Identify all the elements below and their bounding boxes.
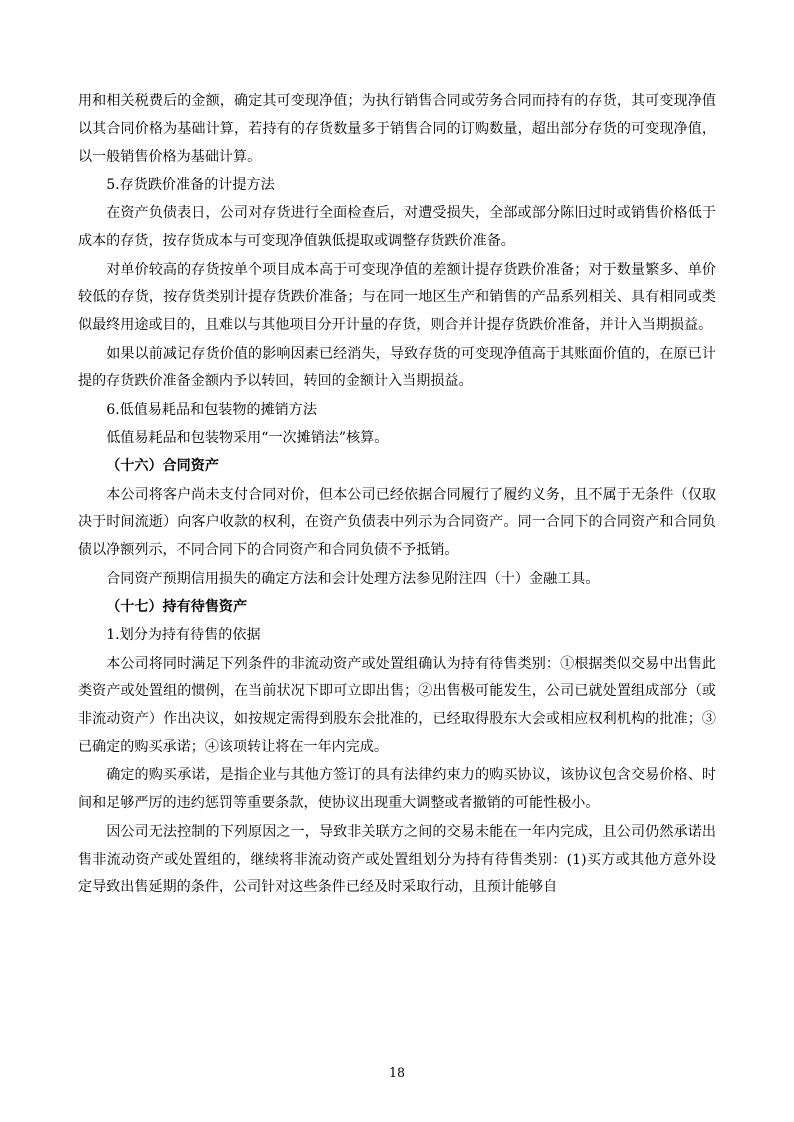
paragraph: 在资产负债表日，公司对存货进行全面检查后，对遭受损失，全部或部分陈旧过时或销售价格低于成本的存货，按存货成本与可变现净值孰低提取或调整存货跌价准备。 (78, 205, 716, 250)
document-body (78, 88, 716, 902)
paragraph: 用和相关税费后的金额，确定其可变现净值；为执行销售合同或劳务合同而持有的存货，其可变现净值以其合同价格为基础计算，若持有的存货数量多于销售合同的订购数量，超出部分存货的可变现净值，以一般销售价格为基础计算。 (78, 93, 716, 165)
paragraph: 因公司无法控制的下列原因之一，导致非关联方之间的交易未能在一年内完成，且公司仍然承诺出售非流动资产或处置组的，继续将非流动资产或处置组划分为持有待售类别：(1)买方或其他方意外设定导致出售延期的条件，公司针对这些条件已经及时采取行动，且预计能够自 (78, 823, 716, 896)
paragraph: 1.划分为持有待售的依据 (106, 627, 261, 644)
paragraph: 确定的购买承诺，是指企业与其他方签订的具有法律约束力的购买协议，该协议包含交易价格、时间和足够严厉的违约惩罚等重要条款，使协议出现重大调整或者撤销的可能性极小。 (78, 767, 716, 812)
page-number: 18 (388, 1065, 406, 1080)
paragraph: 本公司将同时满足下列条件的非流动资产或处置组确认为持有待售类别：①根据类似交易中出售此类资产或处置组的惯例，在当前状况下即可立即出售；②出售极可能发生，公司已就处置组成部分（或非流动资产）作出决议，如按规定需得到股东会批准的，已经取得股东大会或相应权利机构的批准；③已确定的购买承诺；④该项转让将在一年内完成。 (78, 655, 716, 756)
paragraph: 6.低值易耗品和包装物的摊销方法 (106, 401, 317, 418)
paragraph: 低值易耗品和包装物采用“一次摊销法”核算。 (106, 430, 389, 447)
paragraph: 如果以前减记存货价值的影响因素已经消失，导致存货的可变现净值高于其账面价值的，在原已计提的存货跌价准备金额内予以转回，转回的金额计入当期损益。 (78, 345, 716, 390)
paragraph: 对单价较高的存货按单个项目成本高于可变现净值的差额计提存货跌价准备；对于数量繁多、单价较低的存货，按存货类别计提存货跌价准备；与在同一地区生产和销售的产品系列相关、具有相同或类似最终用途或目的，且难以与其他项目分开计量的存货，则合并计提存货跌价准备，并计入当期损益。 (78, 261, 716, 334)
section-heading: （十六）合同资产 (106, 458, 219, 475)
paragraph: 本公司将客户尚未支付合同对价，但本公司已经依据合同履行了履约义务，且不属于无条件（仅取决于时间流逝）向客户收款的权利，在资产负债表中列示为合同资产。同一合同下的合同资产和合同负债以净额列示，不同合同下的合同资产和合同负债不予抵销。 (78, 486, 716, 559)
section-heading: （十七）持有待售资产 (106, 598, 248, 615)
paragraph: 5.存货跌价准备的计提方法 (106, 177, 275, 194)
paragraph: 合同资产预期信用损失的确定方法和会计处理方法参见附注四（十）金融工具。 (106, 570, 600, 587)
